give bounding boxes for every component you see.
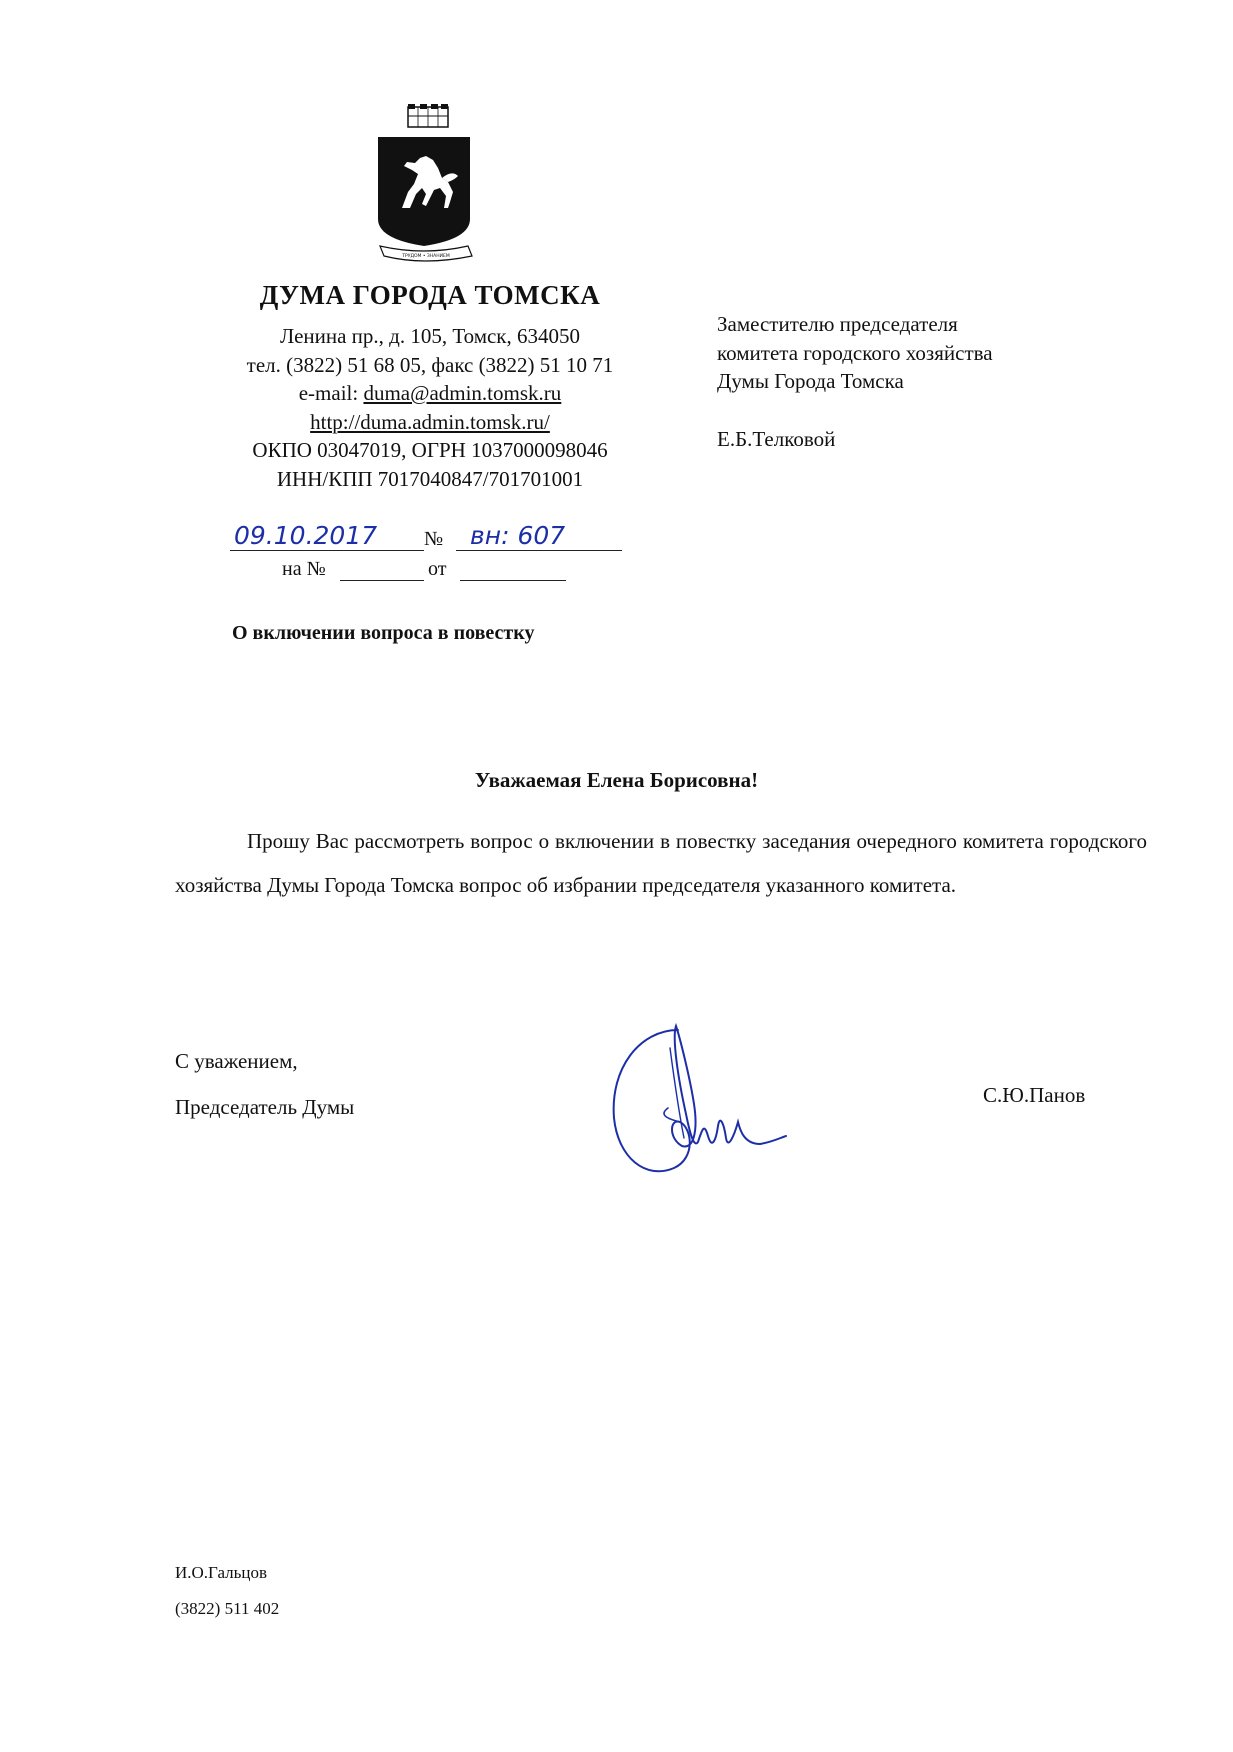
letter-body: Прошу Вас рассмотреть вопрос о включении в повестку заседания очередного комитета городского хозяйства Думы Города Томска вопрос об избрании председателя указанного комитета. bbox=[175, 829, 1147, 897]
email-label: e-mail: bbox=[298, 381, 364, 405]
org-phone-fax: тел. (3822) 51 68 05, факс (3822) 51 10 71 bbox=[246, 352, 614, 377]
addressee-block bbox=[717, 310, 1137, 396]
handwritten-signature bbox=[600, 1018, 790, 1188]
reference-number-label: на № bbox=[282, 558, 326, 580]
tomsk-coat-of-arms bbox=[378, 104, 478, 269]
closing-block bbox=[175, 1038, 354, 1130]
salutation: Уважаемая Елена Борисовна! bbox=[474, 768, 759, 792]
executor-name: И.О.Гальцов bbox=[175, 1563, 268, 1582]
org-email-line bbox=[190, 379, 670, 408]
crest-motto-text: ТРУДОМ • ЗНАНИЕМ bbox=[402, 254, 450, 259]
letter-subject: О включении вопроса в повестку bbox=[232, 622, 535, 644]
email-link[interactable]: duma@admin.tomsk.ru bbox=[363, 381, 562, 405]
org-contacts bbox=[190, 322, 670, 493]
org-name: ДУМА ГОРОДА ТОМСКА bbox=[259, 280, 601, 310]
addressee-line-2: комитета городского хозяйства bbox=[717, 340, 993, 365]
registration-number: вн: 607 bbox=[456, 524, 622, 551]
closing-regards: С уважением, bbox=[175, 1049, 298, 1073]
reference-number-blank bbox=[340, 580, 424, 581]
reference-date-blank bbox=[460, 580, 566, 581]
addressee-line-1: Заместителю председателя bbox=[717, 312, 958, 336]
org-address: Ленина пр., д. 105, Томск, 634050 bbox=[279, 324, 581, 348]
org-okpo-ogrn: ОКПО 03047019, ОГРН 1037000098046 bbox=[252, 438, 608, 462]
org-inn-kpp: ИНН/КПП 7017040847/701701001 bbox=[276, 466, 584, 491]
reference-date-label: от bbox=[428, 558, 447, 580]
signer-position: Председатель Думы bbox=[175, 1095, 355, 1119]
addressee-name: Е.Б.Телковой bbox=[717, 427, 836, 451]
website-link[interactable]: http://duma.admin.tomsk.ru/ bbox=[310, 409, 550, 434]
addressee-line-3: Думы Города Томска bbox=[717, 369, 904, 393]
executor-block bbox=[175, 1555, 279, 1627]
signer-name: С.Ю.Панов bbox=[983, 1083, 1086, 1107]
registration-date: 09.10.2017 bbox=[230, 524, 424, 551]
executor-phone: (3822) 511 402 bbox=[175, 1599, 280, 1618]
registration-number-sign: № bbox=[424, 528, 444, 550]
